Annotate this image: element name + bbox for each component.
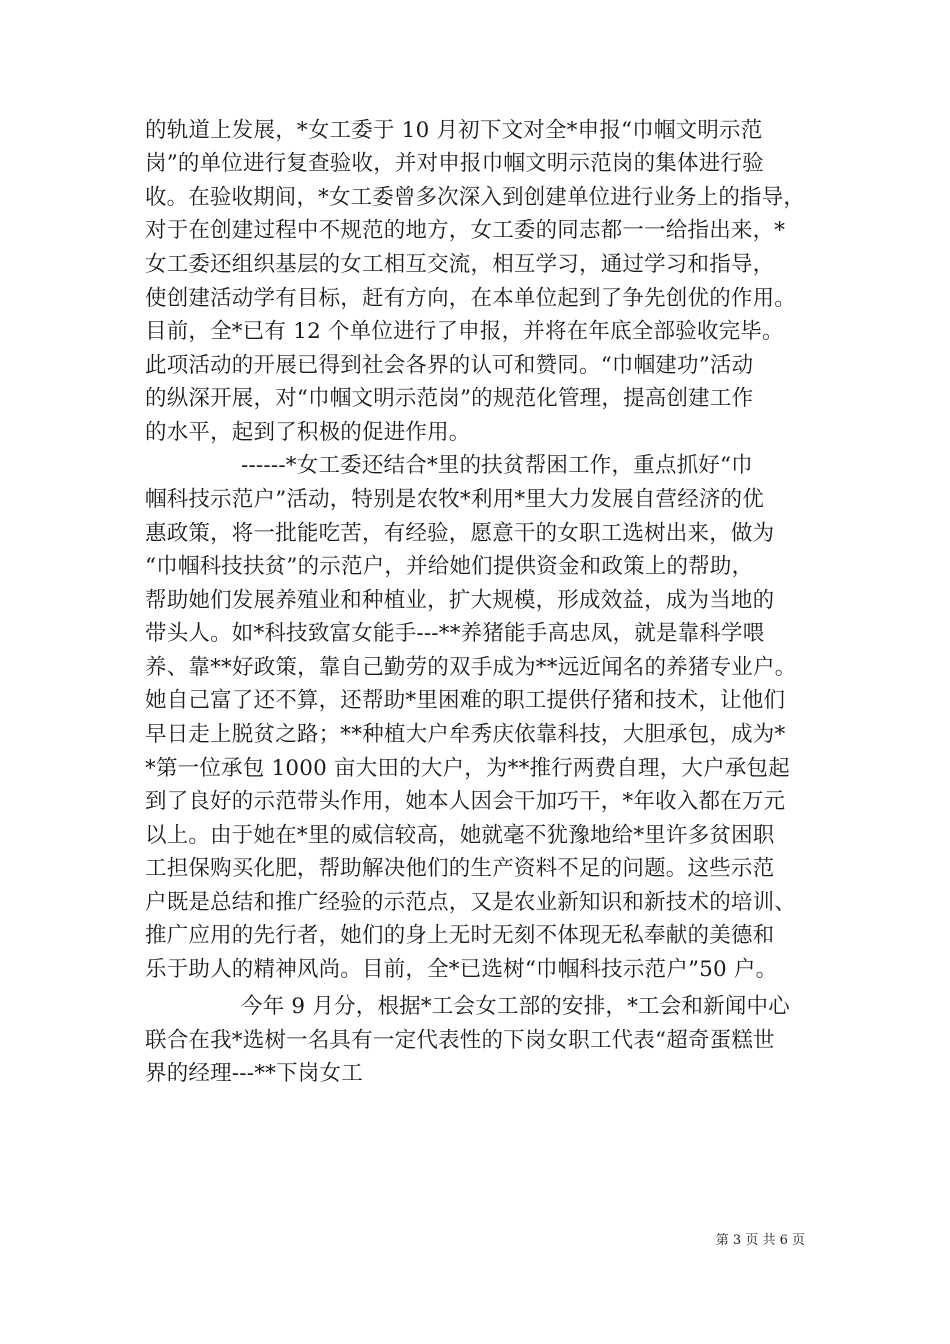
text-line: 早日走上脱贫之路；**种植大户牟秀庆依靠科技，大胆承包，成为* — [145, 722, 786, 747]
text-line: 到了良好的示范带头作用，她本人因会干加巧干，*年收入都在万元 — [145, 789, 786, 814]
text-line: 惠政策，将一批能吃苦，有经验，愿意干的女职工选树出来，做为 — [145, 521, 775, 546]
page-number-footer: 第 3 页 共 6 页 — [715, 1233, 805, 1248]
text-line: 女工委还组织基层的女工相互交流，相互学习，通过学习和指导， — [145, 252, 775, 277]
text-line: 的水平，起到了积极的促进作用。 — [145, 420, 471, 445]
text-line: 以上。由于她在*里的威信较高，她就毫不犹豫地给*里许多贫困职 — [145, 823, 775, 848]
text-line: 联合在我*选树一名具有一定代表性的下岗女职工代表“超奇蛋糕世 — [145, 1028, 775, 1053]
text-line: 户既是总结和推广经验的示范点，又是农业新知识和新技术的培训、 — [145, 890, 797, 915]
text-line: 她自己富了还不算，还帮助*里困难的职工提供仔猪和技术，让他们 — [145, 688, 786, 713]
text-line: 的纵深开展，对“巾帼文明示范岗”的规范化管理，提高创建工作 — [145, 386, 754, 411]
text-line: 带头人。如*科技致富女能手---**养猪能手高忠凤，就是靠科学喂 — [145, 621, 765, 646]
text-line: 对于在创建过程中不规范的地方，女工委的同志都一一给指出来，* — [145, 218, 786, 243]
paragraph-start-line: ------*女工委还结合*里的扶贫帮困工作，重点抓好“巾 — [241, 453, 753, 478]
text-line: 乐于助人的精神风尚。目前，全*已选树“巾帼科技示范户”50 户。 — [145, 957, 778, 982]
paragraph-start-line: 今年 9 月分，根据*工会女工部的安排，*工会和新闻中心 — [241, 994, 790, 1019]
text-line: 此项活动的开展已得到社会各界的认可和赞同。“巾帼建功”活动 — [145, 353, 754, 378]
text-line: 收。在验收期间，*女工委曾多次深入到创建单位进行业务上的指导， — [145, 185, 805, 210]
text-line: 养、靠**好政策，靠自己勤劳的双手成为**远近闻名的养猪专业户。 — [145, 655, 797, 680]
text-line: *第一位承包 1000 亩大田的大户，为**推行两费自理，大户承包起 — [145, 756, 790, 781]
text-line: 界的经理---**下岗女工 — [145, 1061, 363, 1086]
text-line: 帼科技示范户”活动，特别是农牧*利用*里大力发展自营经济的优 — [145, 487, 764, 512]
text-line: “巾帼科技扶贫”的示范户，并给她们提供资金和政策上的帮助， — [145, 554, 754, 579]
text-line: 目前，全*已有 12 个单位进行了申报，并将在年底全部验收完毕。 — [145, 319, 784, 344]
text-line: 工担保购买化肥，帮助解决他们的生产资料不足的问题。这些示范 — [145, 856, 775, 881]
text-line: 推广应用的先行者，她们的身上无时无刻不体现无私奉献的美德和 — [145, 923, 775, 948]
text-line: 的轨道上发展，*女工委于 10 月初下文对全*申报“巾帼文明示范 — [145, 118, 763, 143]
text-line: 帮助她们发展养殖业和种植业，扩大规模，形成效益，成为当地的 — [145, 588, 775, 613]
text-line: 岗”的单位进行复查验收，并对申报巾帼文明示范岗的集体进行验 — [145, 151, 764, 176]
text-line: 使创建活动学有目标，赶有方向，在本单位起到了争先创优的作用。 — [145, 286, 797, 311]
